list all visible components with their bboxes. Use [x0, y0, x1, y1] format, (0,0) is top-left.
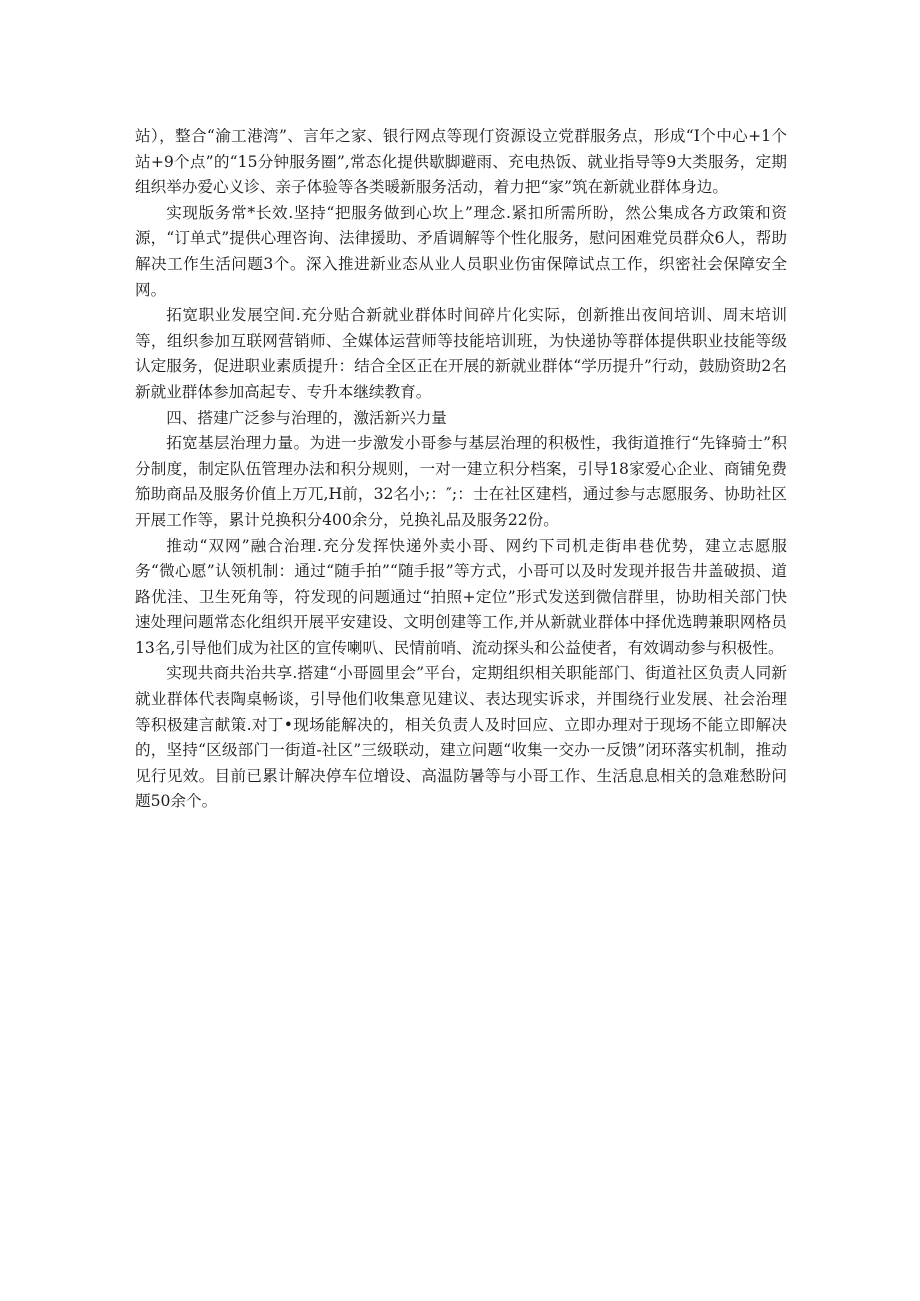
- paragraph-co-governance: 实现共商共治共享.搭建“小哥圆里会”平台，定期组织相关职能部门、街道社区负责人同新就业群体代表陶桌畅谈，引导他们收集意见建议、表达现实诉求，并围绕行业发展、社会治理等积极建言献策.对丁•现场能解决的，相关负责人及时回应、立即办理对于现场不能立即解决的，坚持“区级部门一街道-社区”三级联动，建立问题“收集一交办一反馈”闭环落实机制，推动见行见效。目前已累计解决停车位增设、高温防暑等与小哥工作、生活息息相关的急难愁盼问题50余个。: [135, 664, 787, 811]
- paragraph-career-development: 拓宽职业发展空间.充分贴合新就业群体时间碎片化实际，创新推出夜间培训、周末培训等，组织参加互联网营销师、全媒体运营师等技能培训班，为快递协等群体提供职业技能等级认定服务，促进职业素质提升：结合全区正在开展的新就业群体“学历提升”行动，鼓励资助2名新就业群体参加高起专、专升本继续教育。: [135, 306, 787, 401]
- paragraph-service-points: 站），整合“渝工港湾”、言年之家、银行网点等现仃资源设立党群服务点，形成“I个中心+1个站+9个点”的“15分钟服务圈”,常态化提供歇脚避雨、充电热饭、就业指导等9大类服务，定期组织举办爱心义诊、亲子体验等各类暖新服务活动，着力把“家”筑在新就业群体身边。: [135, 127, 787, 197]
- paragraph-service-longterm: 实现版务常*长效.坚持“把服务做到心坎上”理念.紧扣所需所盼，然公集成各方政策和资源，“订单式”提供心理咨询、法律援助、矛盾调解等个性化服务，慰问困难党员群众6人，帮助解决工作生活问题3个。深入推进新业态从业人员职业伤宙保障试点工作，织密社会保障安全网。: [135, 203, 787, 299]
- section-heading-four: 四、搭建广泛参与治理的，激活新兴力量: [166, 408, 447, 427]
- document-body: [135, 124, 787, 815]
- paragraph-grassroots-governance: 拓宽基层治理力量。为进一步激发小哥参与基层治理的积极性，我街道推行“先锋骑士”积分制度，制定队伍管理办法和积分规则，一对一建立积分档案，引导18家爱心企业、商铺免费笳助商品及服务价值上万兀,H前，32名小;：″;：士在社区建档，通过参与志愿服务、协助社区开展工作等，累计兑换积分400余分，兑换礼品及服务22份。: [135, 434, 787, 529]
- paragraph-dual-network: 推动“双网”融合治理.充分发挥快递外卖小哥、网约下司机走街串巷优势，建立志愿服务“微心愿”认领机制：通过“随手拍”“随手报”等方式，小哥可以及时发现并报告井盖破损、道路优洼、卫生死角等，符发现的问题通过“拍照+定位”形式发送到微信群里，协助相关部门快速处理问题常态化组织开展平安建设、文明创建等工作,并从新就业群体中择优选聘兼职网格员13名,引导他们成为社区的宣传喇叭、民情前哨、流动探头和公益使者，有效调动参与积极性。: [135, 536, 787, 657]
